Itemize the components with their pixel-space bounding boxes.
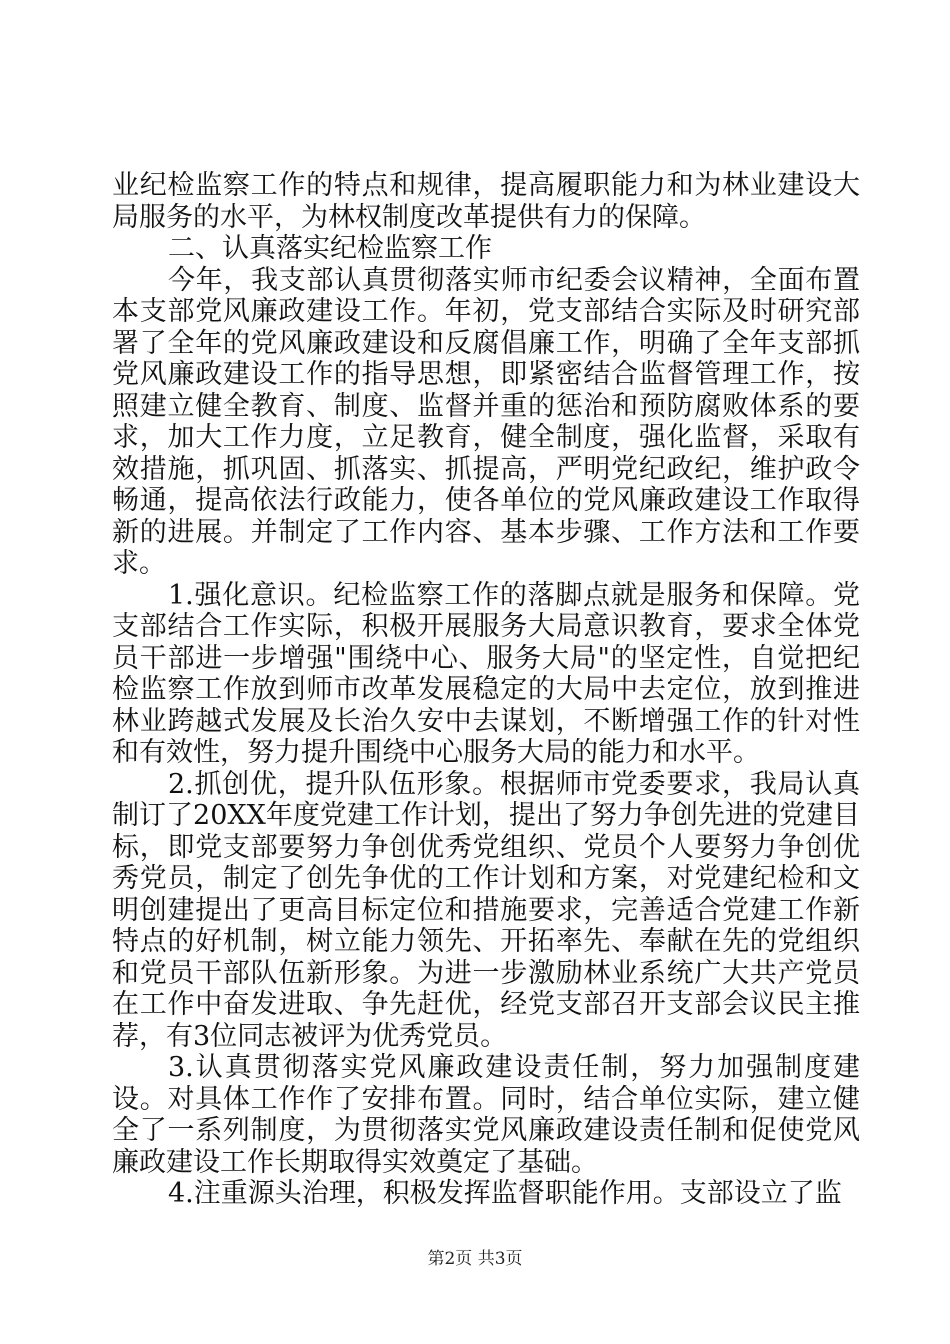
paragraph-continuation: 业纪检监察工作的特点和规律，提高履职能力和为林业建设大局服务的水平，为林权制度改革提供有力的保障。 (112, 170, 860, 233)
paragraph: 1.强化意识。纪检监察工作的落脚点就是服务和保障。党支部结合工作实际，积极开展服务大局意识教育，要求全体党员干部进一步增强"围绕中心、服务大局"的坚定性，自觉把纪检监察工作放到师市改革发展稳定的大局中去定位，放到推进林业跨越式发展及长治久安中去谋划，不断增强工作的针对性和有效性，努力提升围绕中心服务大局的能力和水平。 (112, 579, 860, 768)
document-body (112, 170, 860, 1210)
paragraph: 4.注重源头治理，积极发挥监督职能作用。支部设立了监 (168, 1178, 842, 1209)
paragraph: 3.认真贯彻落实党风廉政建设责任制，努力加强制度建设。对具体工作作了安排布置。同时，结合单位实际，建立健全了一系列制度，为贯彻落实党风廉政建设责任制和促使党风廉政建设工作长期取得实效奠定了基础。 (112, 1052, 860, 1178)
paragraph: 2.抓创优，提升队伍形象。根据师市党委要求，我局认真制订了20XX年度党建工作计划，提出了努力争创先进的党建目标，即党支部要努力争创优秀党组织、党员个人要努力争创优秀党员，制定了创先争优的工作计划和方案，对党建纪检和文明创建提出了更高目标定位和措施要求，完善适合党建工作新特点的好机制，树立能力领先、开拓率先、奉献在先的党组织和党员干部队伍新形象。为进一步激励林业系统广大共产党员在工作中奋发进取、争先赶优，经党支部召开支部会议民主推荐，有3位同志被评为优秀党员。 (112, 768, 860, 1052)
page-footer: 第2页 共3页 (427, 1249, 523, 1269)
paragraph: 今年，我支部认真贯彻落实师市纪委会议精神，全面布置本支部党风廉政建设工作。年初，党支部结合实际及时研究部署了全年的党风廉政建设和反腐倡廉工作，明确了全年支部抓党风廉政建设工作的指导思想，即紧密结合监督管理工作，按照建立健全教育、制度、监督并重的惩治和预防腐败体系的要求，加大工作力度，立足教育，健全制度，强化监督，采取有效措施，抓巩固、抓落实、抓提高，严明党纪政纪，维护政令畅通，提高依法行政能力，使各单位的党风廉政建设工作取得新的进展。并制定了工作内容、基本步骤、工作方法和工作要求。 (112, 264, 860, 579)
section-heading: 二、认真落实纪检监察工作 (168, 233, 492, 264)
